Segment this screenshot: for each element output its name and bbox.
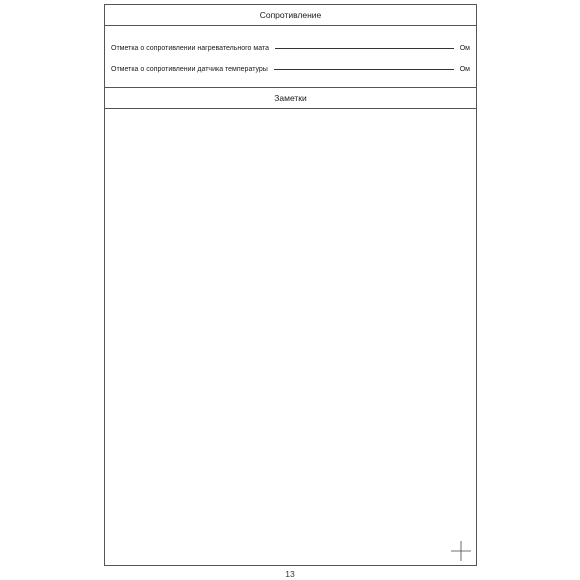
crop-mark-icon (451, 541, 471, 561)
notes-area[interactable] (105, 110, 476, 565)
resistance-section-title: Сопротивление (105, 5, 476, 26)
temperature-sensor-resistance-label: Отметка о сопротивлении датчика температуры (111, 66, 268, 73)
resistance-section (105, 26, 476, 88)
temperature-sensor-resistance-row (111, 61, 470, 73)
temperature-sensor-resistance-unit: Ом (459, 66, 470, 73)
notes-section-title: Заметки (105, 88, 476, 109)
page-number: 13 (285, 569, 295, 579)
temperature-sensor-resistance-fill-line[interactable] (274, 69, 454, 70)
heating-mat-resistance-unit: Ом (459, 45, 470, 52)
heating-mat-resistance-row (111, 40, 470, 52)
form-frame (104, 4, 477, 566)
heating-mat-resistance-label: Отметка о сопротивлении нагревательного мата (111, 45, 269, 52)
heating-mat-resistance-fill-line[interactable] (275, 48, 454, 49)
